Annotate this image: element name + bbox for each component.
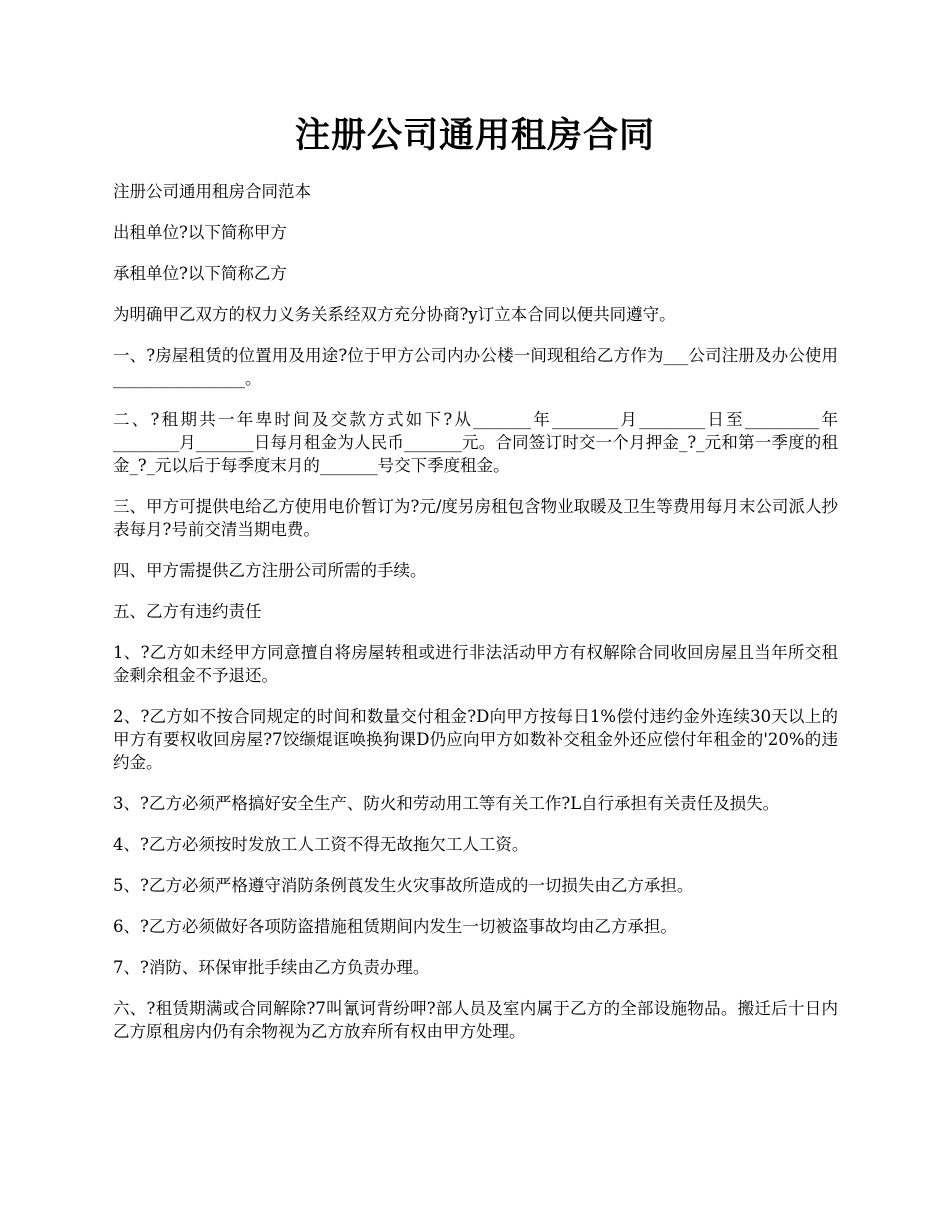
paragraph-heading-sample: 注册公司通用租房合同范本 — [113, 182, 311, 201]
paragraph-item-2: 2、?乙方如不按合同规定的时间和数量交付租金?D向甲方按每日1%偿付违约金外连续30天以上的甲方有要权收回房屋?7饺缬焜诓唤换狗课D仍应向甲方如数补交租金外还应偿付年租金的'20%的违约金。 — [113, 707, 838, 772]
paragraph-item-1: 1、?乙方如未经甲方同意擅自将房屋转租或进行非法活动甲方有权解除合同收回房屋且当年所交租金剩余租金不予退还。 — [113, 643, 838, 685]
paragraph-lessee: 承租单位?以下简称乙方 — [113, 264, 287, 283]
paragraph-item-7: 7、?消防、环保审批手续由乙方负责办理。 — [113, 958, 430, 977]
paragraph-clause-4: 四、甲方需提供乙方注册公司所需的手续。 — [113, 561, 427, 580]
paragraph-clause-1: 一、?房屋租赁的位置用及用途?位于甲方公司内办公楼一间现租给乙方作为___公司注册及办公使用________________。 — [113, 346, 838, 388]
paragraph-clause-5: 五、乙方有违约责任 — [113, 602, 262, 621]
paragraph-preamble: 为明确甲乙双方的权力义务关系经双方充分协商?y订立本合同以便共同遵守。 — [113, 305, 676, 324]
paragraph-item-4: 4、?乙方必须按时发放工人工资不得无故拖欠工人工资。 — [113, 835, 529, 854]
paragraph-clause-6: 六、?租赁期满或合同解除?7叫氰诃背纷呷?部人员及室内属于乙方的全部设施物品。搬迁后十日内乙方原租房内仍有余物视为乙方放弃所有权由甲方处理。 — [113, 999, 838, 1041]
paragraph-item-5: 5、?乙方必须严格遵守消防条例莨发生火灾事故所造成的一切损失由乙方承担。 — [113, 876, 694, 895]
paragraph-item-6: 6、?乙方必须做好各项防盗措施租赁期间内发生一切被盗事故均由乙方承担。 — [113, 917, 677, 936]
paragraph-clause-3: 三、甲方可提供电给乙方使用电价暂订为?元/度另房租包含物业取暖及卫生等费用每月末公司派人抄表每月?号前交清当期电费。 — [113, 497, 838, 539]
paragraph-clause-2: 二、?租期共一年卑时间及交款方式如下?从_______年________月________日至_________年________月_______日每月租金为人民币_______元。合同签订时交一个月押金_?_元和第一季度的租金_?_元以后于每季度末月的_______号交下季度租金。 — [113, 410, 838, 475]
paragraph-item-3: 3、?乙方必须严格搞好安全生产、防火和劳动用工等有关工作?L自行承担有关责任及损失。 — [113, 794, 780, 813]
paragraph-lessor: 出租单位?以下简称甲方 — [113, 223, 287, 242]
document-title: 注册公司通用租房合同 — [294, 115, 655, 156]
document-body — [113, 180, 838, 1061]
